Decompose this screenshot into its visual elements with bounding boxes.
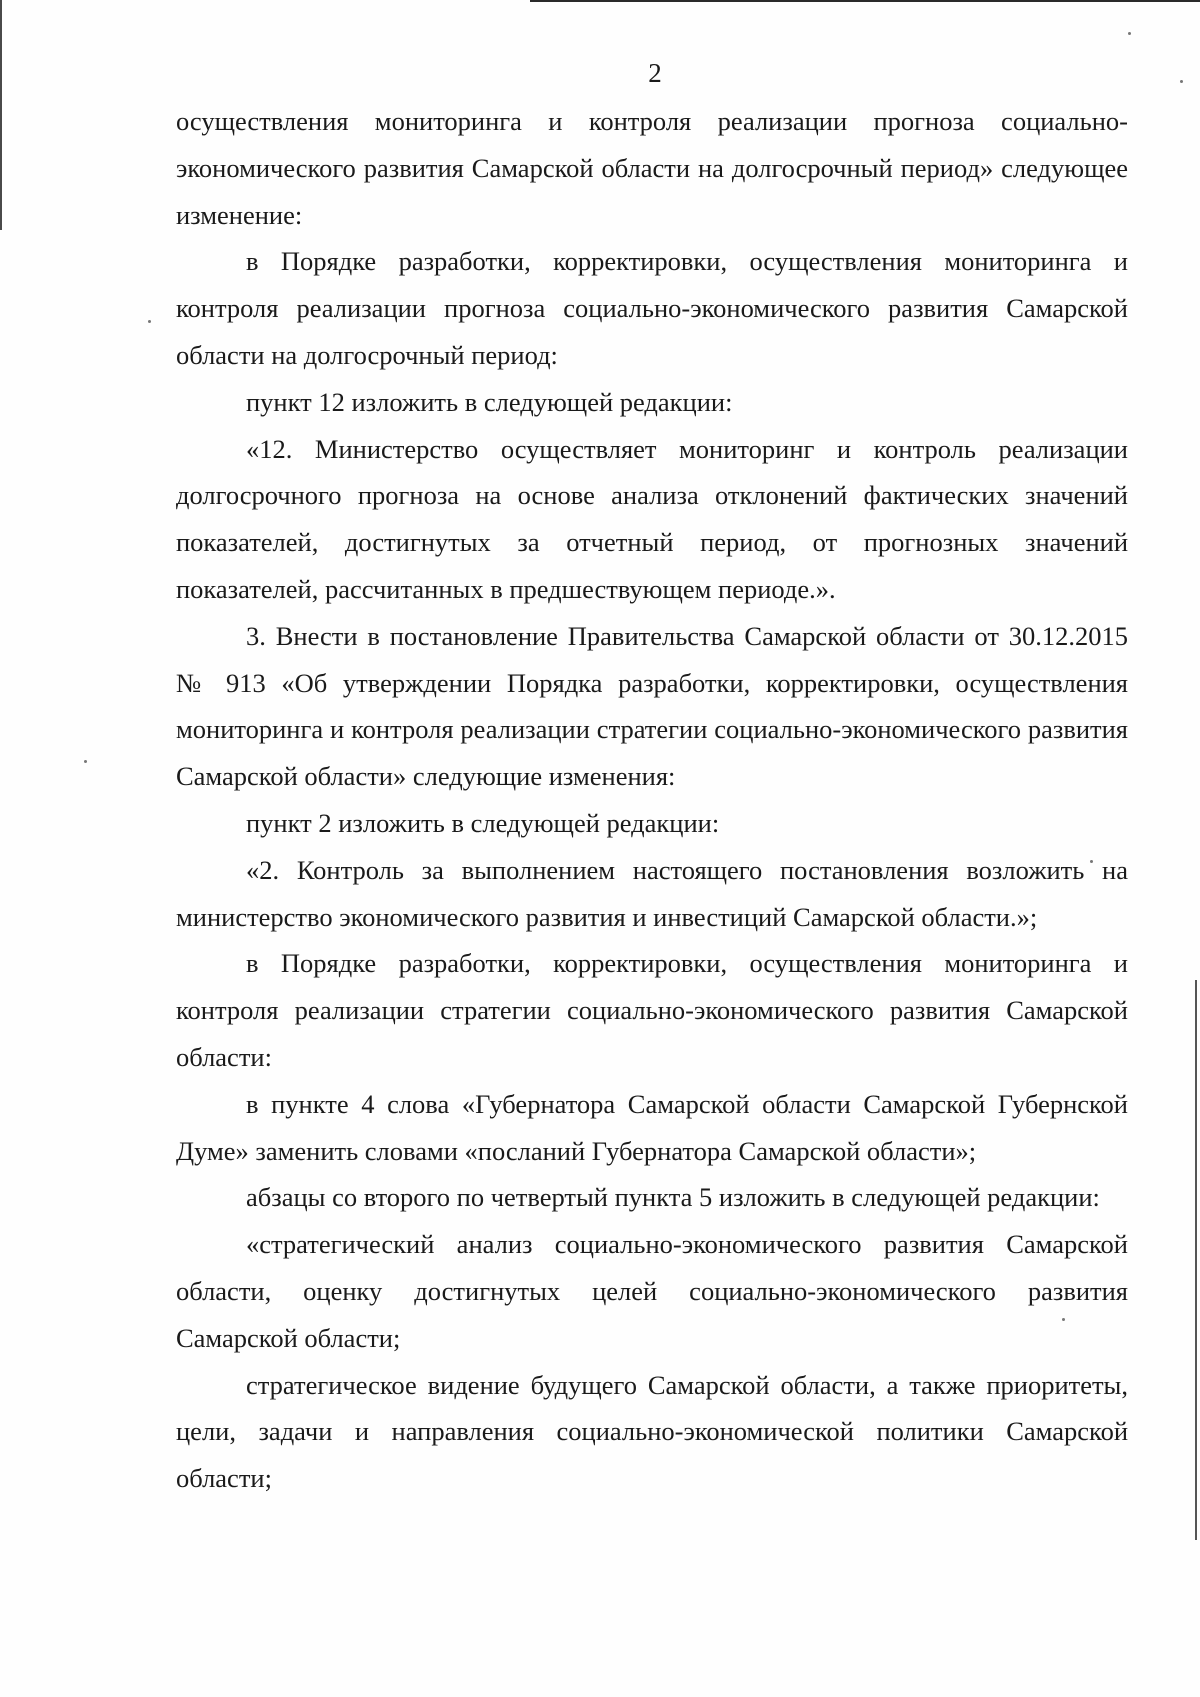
scan-border-top xyxy=(530,0,1200,2)
paragraph: в Порядке разработки, корректировки, осуществления мониторинга и контроля реализации прогноза социально-экономического развития Самарской области на долгосрочный период: xyxy=(176,246,1128,370)
paragraph: «стратегический анализ социально-экономического развития Самарской области, оценку достигнутых целей социально-экономического развития Самарской области; xyxy=(176,1229,1128,1353)
document-body xyxy=(176,98,1128,1502)
paragraph: пункт 12 изложить в следующей редакции: xyxy=(246,386,733,417)
scan-speck xyxy=(84,760,87,763)
paragraph: «2. Контроль за выполнением настоящего постановления возложить на министерство экономического развития и инвестиций Самарской области.»; xyxy=(176,854,1128,932)
paragraph: осуществления мониторинга и контроля реализации прогноза социально-экономического развития Самарской области на долгосрочный период» следующее изменение: xyxy=(176,106,1128,230)
paragraph: стратегическое видение будущего Самарской области, а также приоритеты, цели, задачи и направления социально-экономической политики Самарской области; xyxy=(176,1369,1128,1494)
scan-edge-left xyxy=(0,0,2,230)
scan-speck xyxy=(148,320,151,323)
paragraph: «12. Министерство осуществляет мониторинг и контроль реализации долгосрочного прогноза на основе анализа отклонений фактических значений показателей, достигнутых за отчетный период, от прогнозных значений показателей, рассчитанных в предшествующем периоде.». xyxy=(176,433,1128,604)
paragraph: в Порядке разработки, корректировки, осуществления мониторинга и контроля реализации стратегии социально-экономического развития Самарской области: xyxy=(176,948,1128,1072)
paragraph: пункт 2 изложить в следующей редакции: xyxy=(246,807,720,838)
page-number: 2 xyxy=(648,58,662,88)
paragraph: 3. Внести в постановление Правительства Самарской области от 30.12.2015 № 913 «Об утверждении Порядка разработки, корректировки, осуществления мониторинга и контроля реализации стратегии социально-экономического развития Самарской области» следующие изменения: xyxy=(176,620,1128,792)
scan-edge-right xyxy=(1195,980,1197,1540)
paragraph: в пункте 4 слова «Губернатора Самарской области Самарской Губернской Думе» заменить словами «посланий Губернатора Самарской области»; xyxy=(176,1088,1128,1166)
scan-speck xyxy=(1128,32,1131,35)
paragraph: абзацы со второго по четвертый пункта 5 изложить в следующей редакции: xyxy=(246,1182,1100,1213)
